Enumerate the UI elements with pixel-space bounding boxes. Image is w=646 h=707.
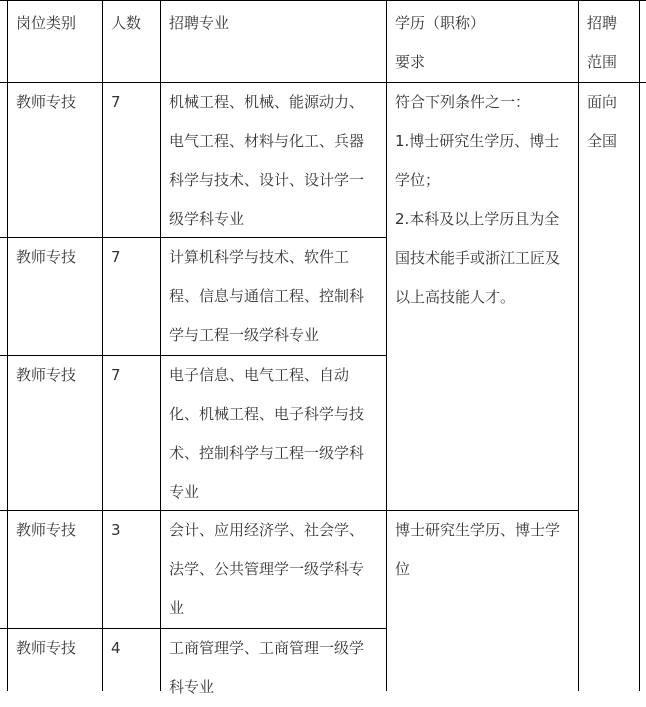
row-5-count: 4 [111, 639, 121, 657]
row-2-count: 7 [111, 248, 121, 266]
header-category: 岗位类别 [16, 14, 77, 32]
scope-value: 面向 全国 [587, 93, 618, 150]
row-3-category: 教师专技 [16, 366, 77, 384]
row-1-category: 教师专技 [16, 93, 77, 111]
row-1-count: 7 [111, 93, 121, 111]
grid-line [102, 0, 103, 691]
row-5-major: 工商管理学、工商管理一级学 科专业 [169, 639, 365, 696]
education-group-2: 博士研究生学历、博士学 位 [395, 521, 561, 578]
grid-line [7, 0, 8, 691]
grid-line [0, 0, 646, 1]
grid-line [160, 0, 161, 691]
header-major: 招聘专业 [169, 14, 230, 32]
row-4-count: 3 [111, 521, 121, 539]
row-3-major: 电子信息、电气工程、自动 化、机械工程、电子科学与技 术、控制科学与工程一级学科 专业 [169, 366, 365, 501]
row-1-major: 机械工程、机械、能源动力、 电气工程、材料与化工、兵器 科学与技术、设计、设计学一 级学科专业 [169, 93, 365, 228]
row-5-category: 教师专技 [16, 639, 77, 657]
row-4-major: 会计、应用经济学、社会学、 法学、公共管理学一级学科专 业 [169, 521, 365, 617]
row-2-major: 计算机科学与技术、软件工 程、信息与通信工程、控制科 学与工程一级学科专业 [169, 248, 365, 344]
header-count: 人数 [111, 14, 142, 32]
header-scope: 招聘 范围 [587, 14, 618, 71]
row-2-category: 教师专技 [16, 248, 77, 266]
row-3-count: 7 [111, 366, 121, 384]
grid-line [578, 0, 579, 691]
grid-line [386, 0, 387, 691]
education-group-1: 符合下列条件之一： 1.博士研究生学历、博士 学位； 2.本科及以上学历且为全 国技术能手或浙江工匠及 以上高技能人才。 [395, 93, 561, 306]
grid-line [639, 0, 640, 691]
row-4-category: 教师专技 [16, 521, 77, 539]
header-education: 学历（职称） 要求 [395, 14, 486, 71]
